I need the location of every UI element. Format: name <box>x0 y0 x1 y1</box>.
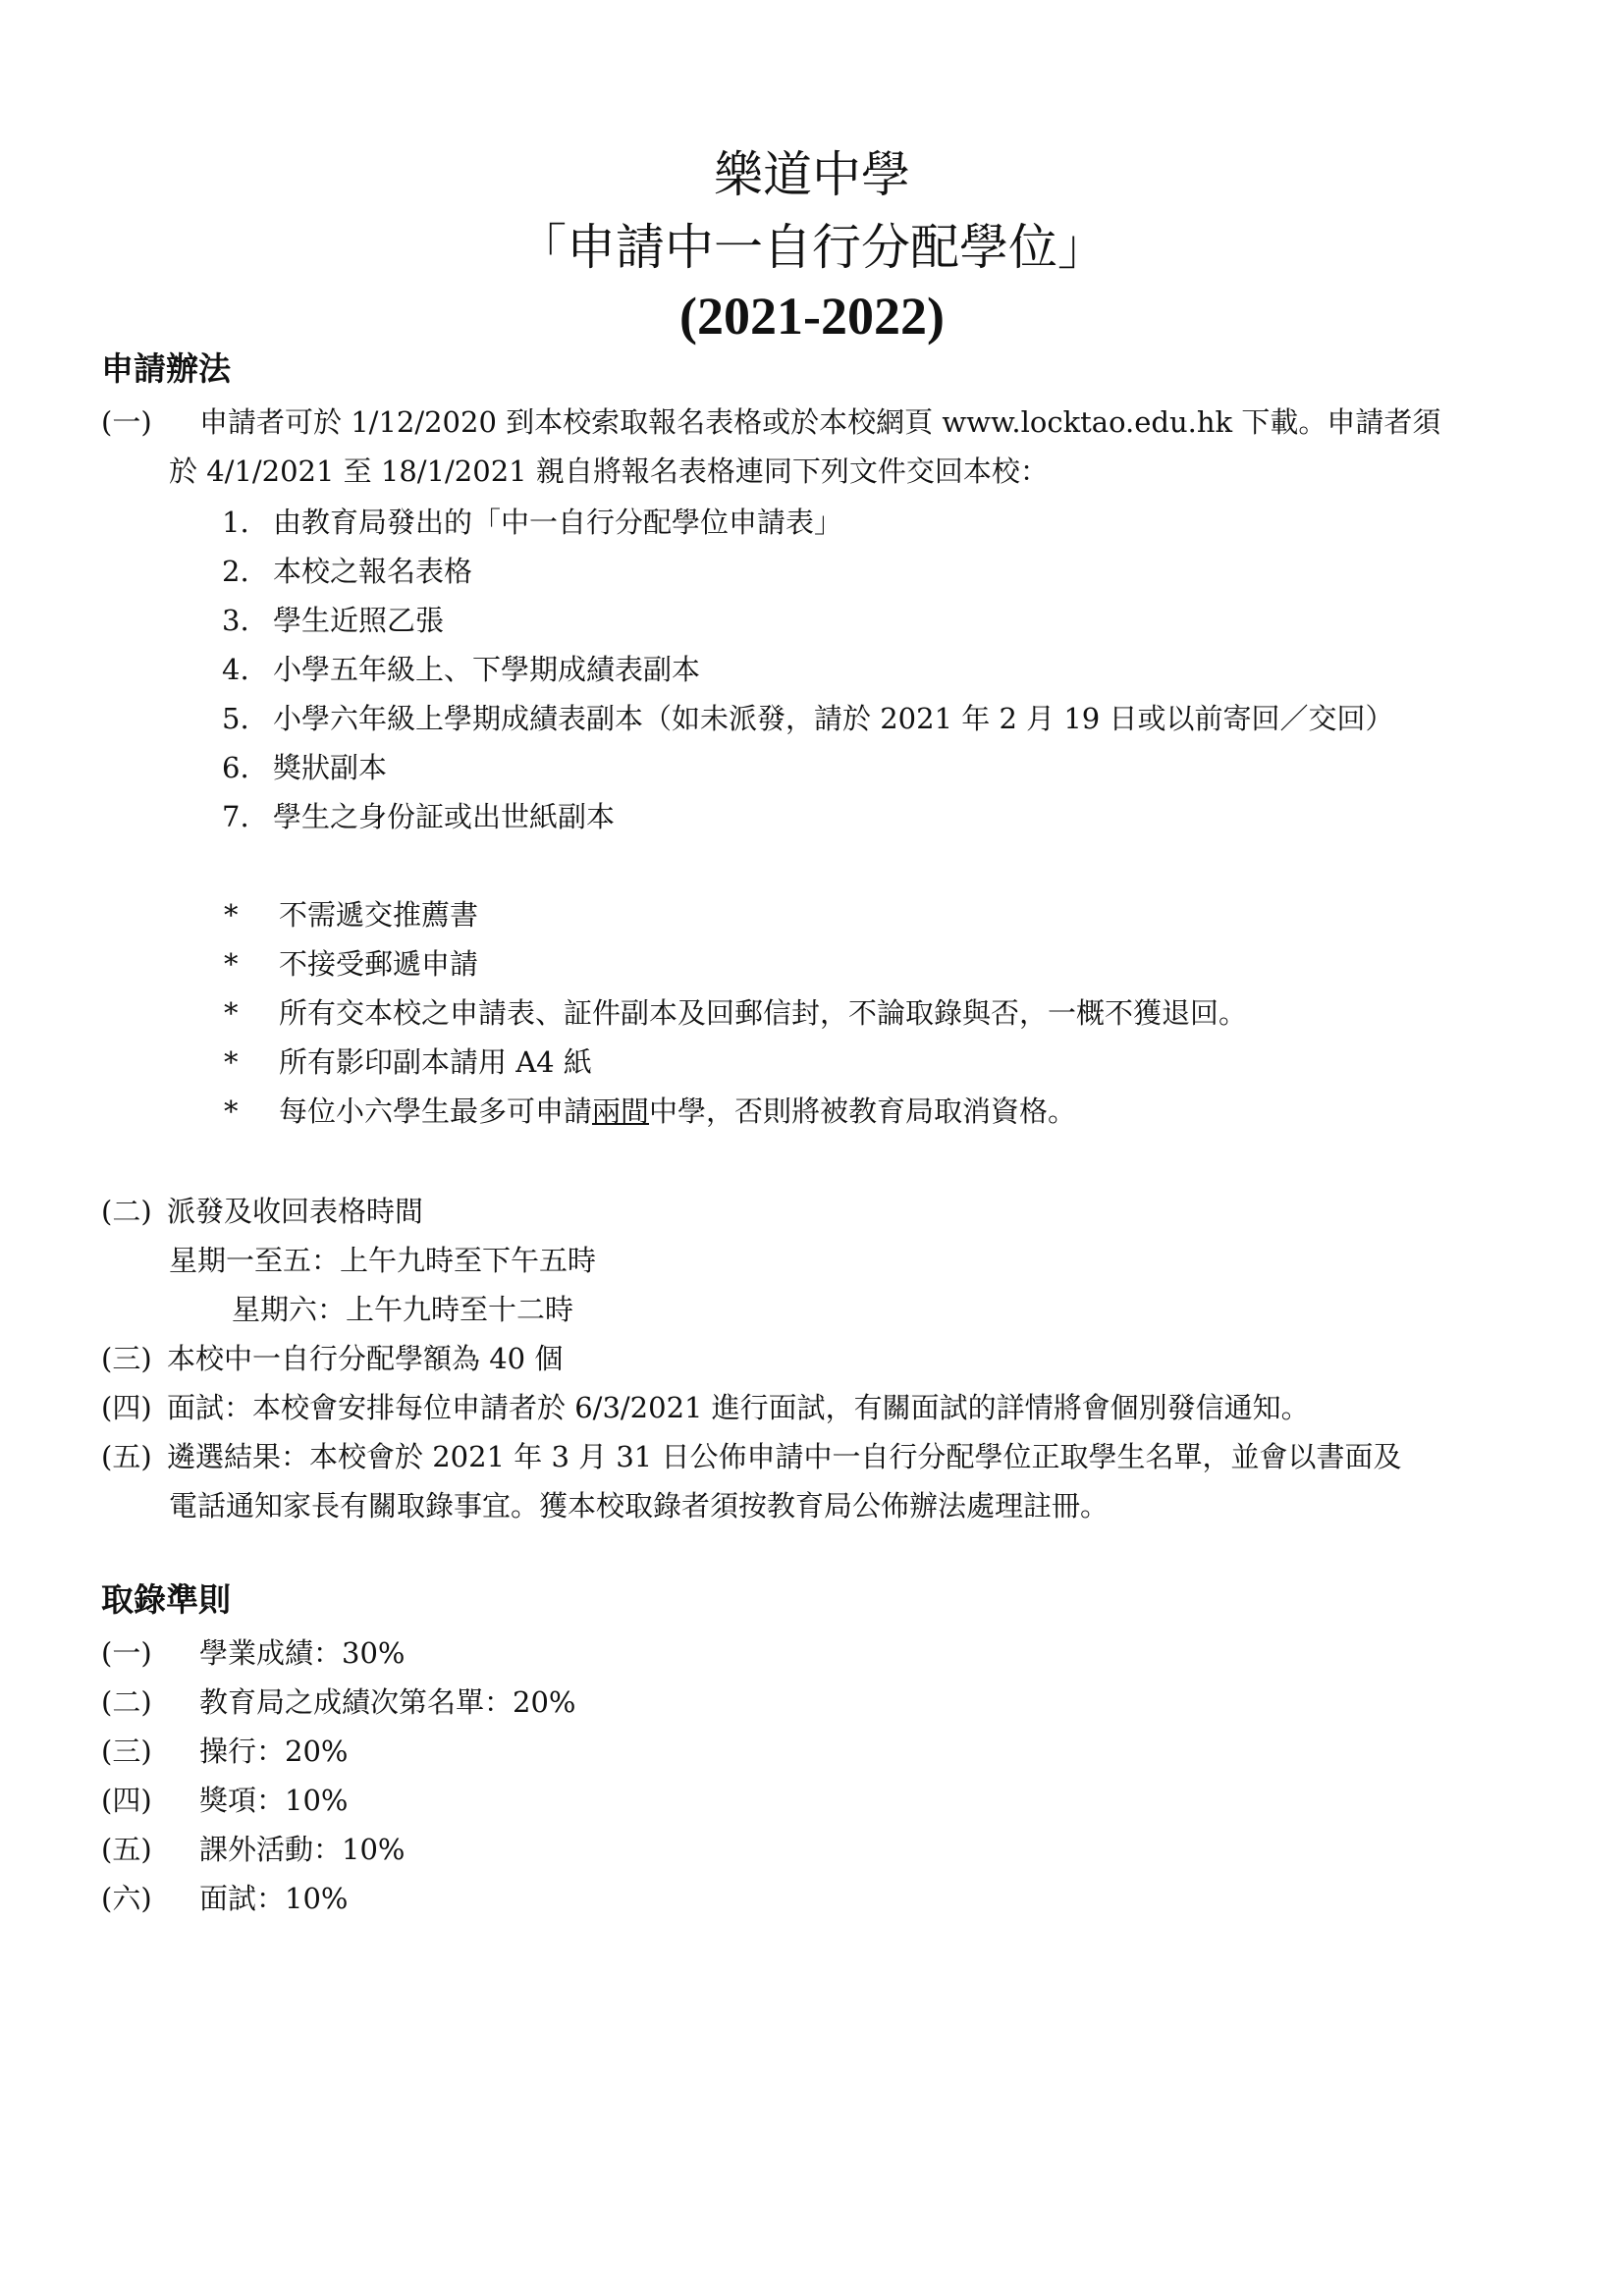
item-3-marker: (三) <box>101 1342 152 1375</box>
item-1-line-1: 申請者可於 1/12/2020 到本校索取報名表格或於本校網頁 www.locktao.edu.hk 下載。申請者須 <box>199 405 1441 439</box>
note-text: 不接受郵遞申請 <box>279 947 479 981</box>
note-text: 所有交本校之申請表、証件副本及回郵信封，不論取錄與否，一概不獲退回。 <box>279 996 1248 1030</box>
item-4-marker: (四) <box>101 1391 152 1424</box>
document-number: 7. <box>222 800 249 833</box>
note-bullet: * <box>224 1045 239 1079</box>
criteria-marker: (六) <box>101 1882 152 1915</box>
document-item: 本校之報名表格 <box>273 555 473 588</box>
document-number: 4. <box>222 653 249 686</box>
application-heading: 申請辦法 <box>101 349 231 388</box>
note-bullet: * <box>224 947 239 981</box>
criteria-marker: (五) <box>101 1833 152 1866</box>
criteria-item: 課外活動：10% <box>199 1833 406 1866</box>
note-text: 不需遞交推薦書 <box>279 898 479 932</box>
document-item: 學生之身份証或出世紙副本 <box>273 800 616 833</box>
note-text-before: 每位小六學生最多可申請 <box>279 1095 593 1128</box>
academic-year: (2021-2022) <box>679 287 945 346</box>
document-item: 小學六年級上學期成績表副本（如未派發，請於 2021 年 2 月 19 日或以前寄回／交回） <box>273 702 1394 735</box>
note-text <box>279 1092 1076 1131</box>
note-text: 所有影印副本請用 A4 紙 <box>279 1045 592 1079</box>
document-number: 1. <box>222 506 249 539</box>
criteria-heading: 取錄準則 <box>101 1580 231 1619</box>
item-3-text: 本校中一自行分配學額為 40 個 <box>167 1342 564 1375</box>
criteria-item: 獎項：10% <box>199 1784 349 1817</box>
item-5-line-1: 遴選結果：本校會於 2021 年 3 月 31 日公佈申請中一自行分配學位正取學生名單，並會以書面及 <box>167 1440 1402 1473</box>
underlined-emphasis: 兩間 <box>592 1095 650 1128</box>
criteria-item: 面試：10% <box>199 1882 349 1915</box>
item-5-line-2: 電話通知家長有關取錄事宜。獲本校取錄者須按教育局公佈辦法處理註冊。 <box>169 1489 1110 1522</box>
criteria-item: 操行：20% <box>199 1735 349 1768</box>
document-number: 3. <box>222 604 249 637</box>
criteria-marker: (三) <box>101 1735 152 1768</box>
school-name: 樂道中學 <box>714 146 910 203</box>
program-title: 「申請中一自行分配學位」 <box>517 219 1107 276</box>
criteria-item: 學業成績：30% <box>199 1636 406 1670</box>
weekday-hours: 星期一至五：上午九時至下午五時 <box>169 1244 597 1277</box>
saturday-hours: 星期六：上午九時至十二時 <box>232 1293 574 1326</box>
note-bullet: * <box>224 898 239 932</box>
criteria-marker: (四) <box>101 1784 152 1817</box>
document-number: 6. <box>222 751 249 784</box>
document-item: 由教育局發出的「中一自行分配學位申請表」 <box>273 506 843 539</box>
document-number: 5. <box>222 702 249 735</box>
item-5-marker: (五) <box>101 1440 152 1473</box>
document-number: 2. <box>222 555 249 588</box>
item-1-line-2: 於 4/1/2021 至 18/1/2021 親自將報名表格連同下列文件交回本校： <box>169 454 1049 488</box>
item-4-text: 面試：本校會安排每位申請者於 6/3/2021 進行面試，有關面試的詳情將會個別發信通知。 <box>167 1391 1310 1424</box>
note-bullet: * <box>224 996 239 1030</box>
item-2-text: 派發及收回表格時間 <box>167 1195 424 1228</box>
item-1-marker: (一) <box>101 405 152 439</box>
document-item: 小學五年級上、下學期成績表副本 <box>273 653 701 686</box>
criteria-marker: (二) <box>101 1685 152 1719</box>
criteria-marker: (一) <box>101 1636 152 1670</box>
note-text-after: 中學，否則將被教育局取消資格。 <box>649 1095 1077 1128</box>
document-item: 獎狀副本 <box>273 751 388 784</box>
item-2-marker: (二) <box>101 1195 152 1228</box>
criteria-item: 教育局之成績次第名單：20% <box>199 1685 576 1719</box>
note-bullet: * <box>224 1095 239 1128</box>
document-item: 學生近照乙張 <box>273 604 445 637</box>
